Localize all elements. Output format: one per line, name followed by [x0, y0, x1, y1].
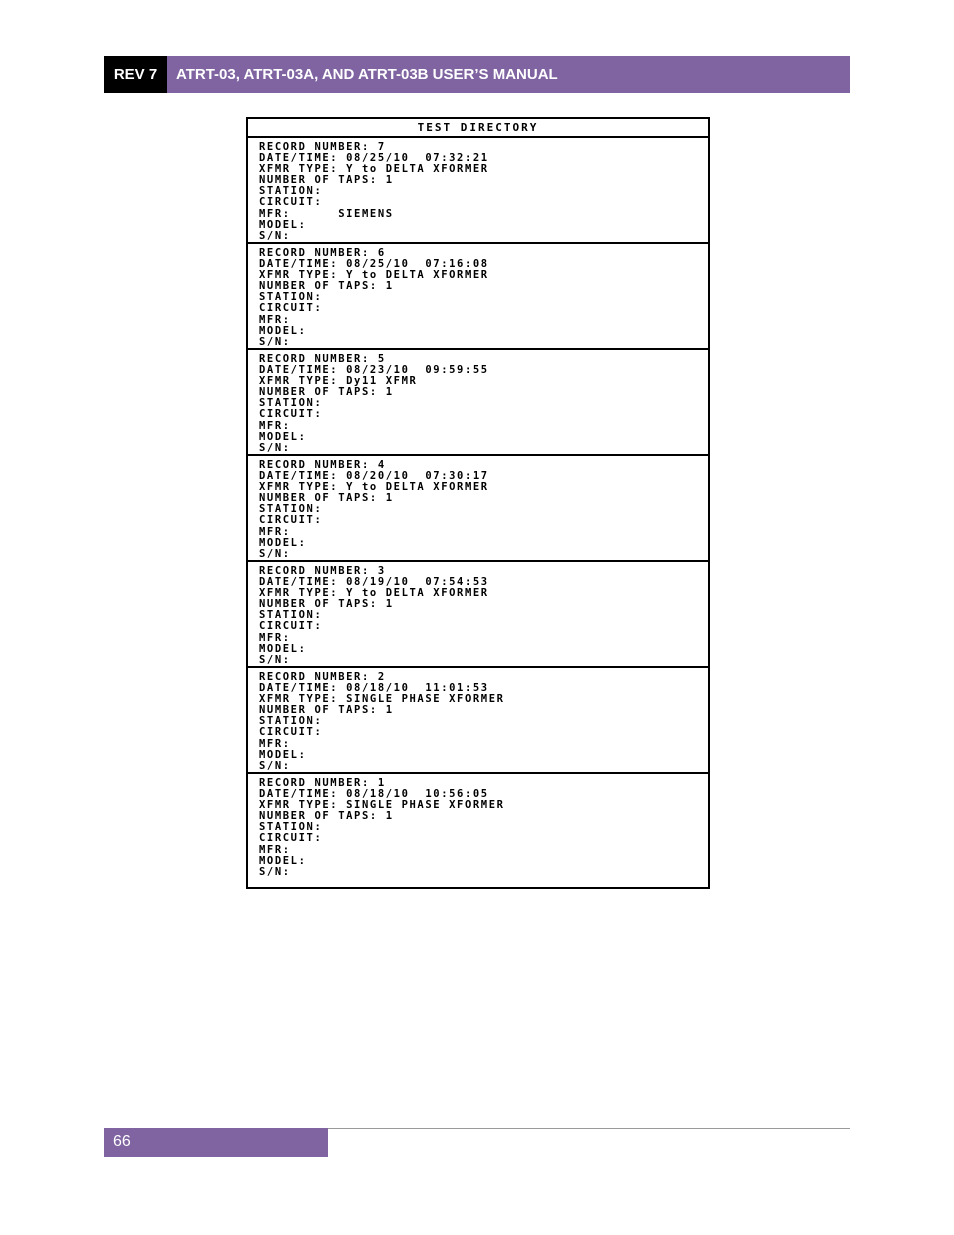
record-line: MFR: — [259, 631, 291, 644]
record-line: CIRCUIT: — [259, 620, 323, 633]
record-line: STATION: — [259, 397, 323, 410]
record-line: XFMR TYPE: Y to DELTA XFORMER — [259, 587, 489, 600]
record-line: MODEL: — [259, 536, 307, 549]
page-header — [104, 56, 850, 93]
record-line: CIRCUIT: — [259, 514, 323, 527]
record-line: MFR: — [259, 419, 291, 432]
record-line: DATE/TIME: 08/23/10 09:59:55 — [259, 364, 489, 377]
record-line: CIRCUIT: — [259, 832, 323, 845]
record-block — [248, 774, 708, 880]
record-line: S/N: — [259, 335, 291, 348]
record-line: STATION: — [259, 291, 323, 304]
record-line: RECORD NUMBER: 4 — [259, 459, 386, 471]
record-line: RECORD NUMBER: 3 — [259, 565, 386, 577]
record-line: MFR: — [259, 313, 291, 326]
record-line: DATE/TIME: 08/25/10 07:32:21 — [259, 152, 489, 165]
record-line: MODEL: — [259, 218, 307, 231]
record-line: CIRCUIT: — [259, 408, 323, 421]
record-block — [248, 138, 708, 244]
page-number: 66 — [104, 1128, 328, 1157]
record-line: MFR: — [259, 525, 291, 538]
record-line: XFMR TYPE: Y to DELTA XFORMER — [259, 481, 489, 494]
test-directory-printout — [246, 117, 710, 889]
record-line: S/N: — [259, 653, 291, 666]
record-line: NUMBER OF TAPS: 1 — [259, 810, 394, 823]
record-line: RECORD NUMBER: 7 — [259, 141, 386, 153]
printout-title: TEST DIRECTORY — [248, 119, 708, 138]
record-line: XFMR TYPE: Y to DELTA XFORMER — [259, 269, 489, 282]
record-line: DATE/TIME: 08/18/10 10:56:05 — [259, 788, 489, 801]
record-line: MODEL: — [259, 430, 307, 443]
record-line: S/N: — [259, 229, 291, 242]
record-line: DATE/TIME: 08/18/10 11:01:53 — [259, 682, 489, 695]
record-line: RECORD NUMBER: 6 — [259, 247, 386, 259]
record-line: STATION: — [259, 821, 323, 834]
record-line: MODEL: — [259, 854, 307, 867]
record-line: S/N: — [259, 759, 291, 772]
record-line: NUMBER OF TAPS: 1 — [259, 174, 394, 187]
record-line: MFR: — [259, 737, 291, 750]
record-line: NUMBER OF TAPS: 1 — [259, 598, 394, 611]
record-line: NUMBER OF TAPS: 1 — [259, 492, 394, 505]
record-line: CIRCUIT: — [259, 302, 323, 315]
record-line: XFMR TYPE: Y to DELTA XFORMER — [259, 163, 489, 176]
record-line: DATE/TIME: 08/20/10 07:30:17 — [259, 470, 489, 483]
record-line: RECORD NUMBER: 1 — [259, 777, 386, 789]
record-block — [248, 562, 708, 668]
record-line: NUMBER OF TAPS: 1 — [259, 704, 394, 717]
record-line: NUMBER OF TAPS: 1 — [259, 280, 394, 293]
record-line: S/N: — [259, 865, 291, 878]
record-line: STATION: — [259, 503, 323, 516]
record-line: STATION: — [259, 609, 323, 622]
record-line: XFMR TYPE: SINGLE PHASE XFORMER — [259, 693, 505, 706]
record-line: S/N: — [259, 441, 291, 454]
record-line: DATE/TIME: 08/19/10 07:54:53 — [259, 576, 489, 589]
record-line: NUMBER OF TAPS: 1 — [259, 386, 394, 399]
record-line: MFR: SIEMENS — [259, 207, 394, 220]
record-line: CIRCUIT: — [259, 196, 323, 209]
record-block — [248, 244, 708, 350]
record-line: MODEL: — [259, 748, 307, 761]
record-list — [248, 138, 708, 880]
record-line: STATION: — [259, 185, 323, 198]
record-line: RECORD NUMBER: 2 — [259, 671, 386, 683]
record-line: STATION: — [259, 715, 323, 728]
record-block — [248, 350, 708, 456]
record-line: XFMR TYPE: SINGLE PHASE XFORMER — [259, 799, 505, 812]
record-line: XFMR TYPE: Dy11 XFMR — [259, 375, 418, 388]
record-line: MODEL: — [259, 642, 307, 655]
footer-divider — [328, 1128, 850, 1129]
record-line: S/N: — [259, 547, 291, 560]
record-line: MFR: — [259, 843, 291, 856]
manual-title: ATRT-03, ATRT-03A, AND ATRT-03B USER’S MANUAL — [167, 56, 850, 93]
record-line: MODEL: — [259, 324, 307, 337]
record-block — [248, 668, 708, 774]
revision-label: REV 7 — [104, 56, 167, 93]
record-line: CIRCUIT: — [259, 726, 323, 739]
record-line: RECORD NUMBER: 5 — [259, 353, 386, 365]
record-block — [248, 456, 708, 562]
record-line: DATE/TIME: 08/25/10 07:16:08 — [259, 258, 489, 271]
